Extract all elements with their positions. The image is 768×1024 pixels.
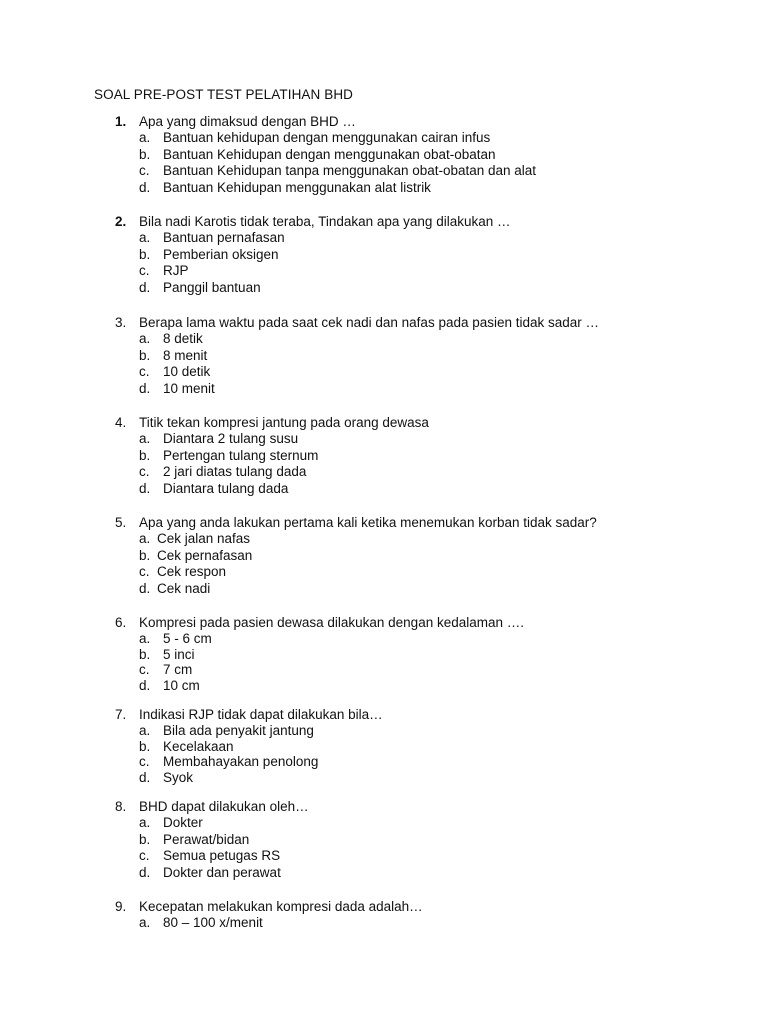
answer-option-b bbox=[0, 147, 768, 164]
question-header bbox=[0, 515, 768, 531]
option-text: 8 menit bbox=[163, 347, 208, 363]
option-letter: a. bbox=[139, 723, 151, 738]
option-letter: d. bbox=[139, 864, 151, 880]
option-text: Pemberian oksigen bbox=[163, 246, 279, 262]
question-2 bbox=[0, 214, 768, 296]
option-letter: b. bbox=[139, 347, 151, 363]
question-header bbox=[0, 114, 768, 130]
option-text: Cek nadi bbox=[157, 580, 211, 596]
option-text: Bantuan Kehidupan menggunakan alat listrik bbox=[163, 179, 431, 195]
answer-option-a bbox=[0, 723, 768, 739]
answer-option-d bbox=[0, 581, 768, 598]
option-text: 5 - 6 cm bbox=[163, 631, 212, 646]
answer-option-c bbox=[0, 263, 768, 280]
option-text: Diantara tulang dada bbox=[163, 480, 289, 496]
answer-option-a bbox=[0, 130, 768, 147]
answer-option-c bbox=[0, 754, 768, 770]
answer-option-d bbox=[0, 180, 768, 197]
answer-option-b bbox=[0, 647, 768, 663]
answer-option-c bbox=[0, 564, 768, 581]
answer-option-c bbox=[0, 364, 768, 381]
question-text: Kecepatan melakukan kompresi dada adalah… bbox=[139, 899, 423, 914]
answer-option-d bbox=[0, 481, 768, 498]
option-letter: c. bbox=[139, 564, 150, 580]
option-letter: c. bbox=[139, 364, 150, 380]
question-3 bbox=[0, 315, 768, 397]
option-text: Membahayakan penolong bbox=[163, 754, 319, 769]
question-text: BHD dapat dilakukan oleh… bbox=[139, 799, 309, 814]
option-letter: b. bbox=[139, 447, 151, 463]
question-text: Indikasi RJP tidak dapat dilakukan bila… bbox=[139, 707, 383, 722]
question-header bbox=[0, 799, 768, 815]
question-header bbox=[0, 707, 768, 723]
option-text: Bantuan Kehidupan tanpa menggunakan obat-obatan dan alat bbox=[163, 163, 537, 179]
option-letter: a. bbox=[139, 531, 151, 546]
option-text: Panggil bantuan bbox=[163, 279, 261, 295]
option-letter: a. bbox=[139, 915, 151, 930]
option-text: Diantara 2 tulang susu bbox=[163, 431, 299, 446]
answer-option-d bbox=[0, 381, 768, 398]
question-7 bbox=[0, 707, 768, 785]
answer-option-a bbox=[0, 815, 768, 832]
question-number: 2. bbox=[115, 214, 127, 229]
option-text: 8 detik bbox=[163, 331, 203, 346]
question-text: Titik tekan kompresi jantung pada orang dewasa bbox=[139, 415, 429, 430]
option-text: 2 jari diatas tulang dada bbox=[163, 464, 307, 480]
answer-option-a bbox=[0, 531, 768, 548]
option-letter: c. bbox=[139, 848, 150, 864]
answer-option-d bbox=[0, 865, 768, 882]
answer-option-b bbox=[0, 548, 768, 565]
question-4 bbox=[0, 415, 768, 497]
option-text: 5 inci bbox=[163, 646, 195, 662]
option-text: 10 detik bbox=[163, 364, 211, 380]
question-number: 1. bbox=[115, 114, 127, 129]
question-number: 9. bbox=[115, 899, 127, 914]
option-letter: a. bbox=[139, 431, 151, 446]
option-letter: a. bbox=[139, 130, 151, 145]
option-letter: b. bbox=[139, 246, 151, 262]
option-text: RJP bbox=[163, 263, 189, 279]
answer-option-c bbox=[0, 662, 768, 678]
option-text: Dokter dan perawat bbox=[163, 864, 281, 880]
question-1 bbox=[0, 114, 768, 196]
option-letter: d. bbox=[139, 580, 151, 596]
option-text: Bila ada penyakit jantung bbox=[163, 723, 314, 738]
option-text: 7 cm bbox=[163, 662, 193, 677]
answer-option-c bbox=[0, 848, 768, 865]
option-text: Perawat/bidan bbox=[163, 831, 250, 847]
option-letter: a. bbox=[139, 230, 151, 245]
question-text: Berapa lama waktu pada saat cek nadi dan nafas pada pasien tidak sadar … bbox=[139, 315, 600, 330]
question-text: Kompresi pada pasien dewasa dilakukan dengan kedalaman …. bbox=[139, 615, 525, 630]
answer-option-a bbox=[0, 915, 768, 932]
option-letter: b. bbox=[139, 738, 151, 754]
answer-option-b bbox=[0, 348, 768, 365]
option-letter: c. bbox=[139, 464, 150, 480]
question-text: Apa yang dimaksud dengan BHD … bbox=[139, 114, 356, 129]
option-letter: b. bbox=[139, 646, 151, 662]
answer-option-d bbox=[0, 280, 768, 297]
option-text: Cek pernafasan bbox=[157, 547, 253, 563]
question-9 bbox=[0, 899, 768, 932]
answer-option-a bbox=[0, 431, 768, 448]
option-letter: b. bbox=[139, 146, 151, 162]
option-text: Dokter bbox=[163, 815, 203, 830]
option-text: Kecelakaan bbox=[163, 738, 234, 754]
option-text: Semua petugas RS bbox=[163, 848, 281, 864]
option-letter: a. bbox=[139, 331, 151, 346]
answer-option-a bbox=[0, 230, 768, 247]
option-text: Pertengan tulang sternum bbox=[163, 447, 319, 463]
option-letter: d. bbox=[139, 179, 151, 195]
option-letter: c. bbox=[139, 263, 150, 279]
answer-option-b bbox=[0, 247, 768, 264]
answer-option-a bbox=[0, 631, 768, 647]
question-number: 5. bbox=[115, 515, 127, 530]
question-text: Apa yang anda lakukan pertama kali ketika menemukan korban tidak sadar? bbox=[139, 515, 597, 530]
option-letter: d. bbox=[139, 380, 151, 396]
option-letter: a. bbox=[139, 815, 151, 830]
option-letter: b. bbox=[139, 831, 151, 847]
option-letter: c. bbox=[139, 754, 150, 769]
option-text: Bantuan kehidupan dengan menggunakan cairan infus bbox=[163, 130, 491, 145]
question-number: 7. bbox=[115, 707, 127, 722]
question-number: 3. bbox=[115, 315, 127, 330]
option-letter: c. bbox=[139, 163, 150, 179]
question-text: Bila nadi Karotis tidak teraba, Tindakan apa yang dilakukan … bbox=[139, 214, 511, 229]
option-letter: d. bbox=[139, 677, 151, 693]
question-header bbox=[0, 899, 768, 915]
document-title: SOAL PRE-POST TEST PELATIHAN BHD bbox=[94, 87, 354, 102]
question-header bbox=[0, 214, 768, 230]
answer-option-d bbox=[0, 678, 768, 694]
answer-option-c bbox=[0, 163, 768, 180]
answer-option-d bbox=[0, 770, 768, 786]
option-text: Bantuan Kehidupan dengan menggunakan obat-obatan bbox=[163, 146, 496, 162]
option-text: 80 – 100 x/menit bbox=[163, 915, 263, 930]
option-text: Cek respon bbox=[157, 564, 227, 580]
question-number: 8. bbox=[115, 799, 127, 814]
answer-option-b bbox=[0, 448, 768, 465]
answer-option-b bbox=[0, 832, 768, 849]
answer-option-a bbox=[0, 331, 768, 348]
option-letter: a. bbox=[139, 631, 151, 646]
question-number: 6. bbox=[115, 615, 127, 630]
option-text: Bantuan pernafasan bbox=[163, 230, 285, 245]
option-text: Cek jalan nafas bbox=[157, 531, 251, 546]
option-letter: b. bbox=[139, 547, 151, 563]
option-letter: d. bbox=[139, 769, 151, 785]
option-text: Syok bbox=[163, 769, 194, 785]
option-text: 10 cm bbox=[163, 677, 200, 693]
question-8 bbox=[0, 799, 768, 881]
question-5 bbox=[0, 515, 768, 597]
question-header bbox=[0, 315, 768, 331]
option-letter: c. bbox=[139, 662, 150, 677]
answer-option-c bbox=[0, 464, 768, 481]
option-letter: d. bbox=[139, 480, 151, 496]
question-header bbox=[0, 615, 768, 631]
option-letter: d. bbox=[139, 279, 151, 295]
question-6 bbox=[0, 615, 768, 693]
option-text: 10 menit bbox=[163, 380, 215, 396]
answer-option-b bbox=[0, 739, 768, 755]
question-number: 4. bbox=[115, 415, 127, 430]
question-header bbox=[0, 415, 768, 431]
